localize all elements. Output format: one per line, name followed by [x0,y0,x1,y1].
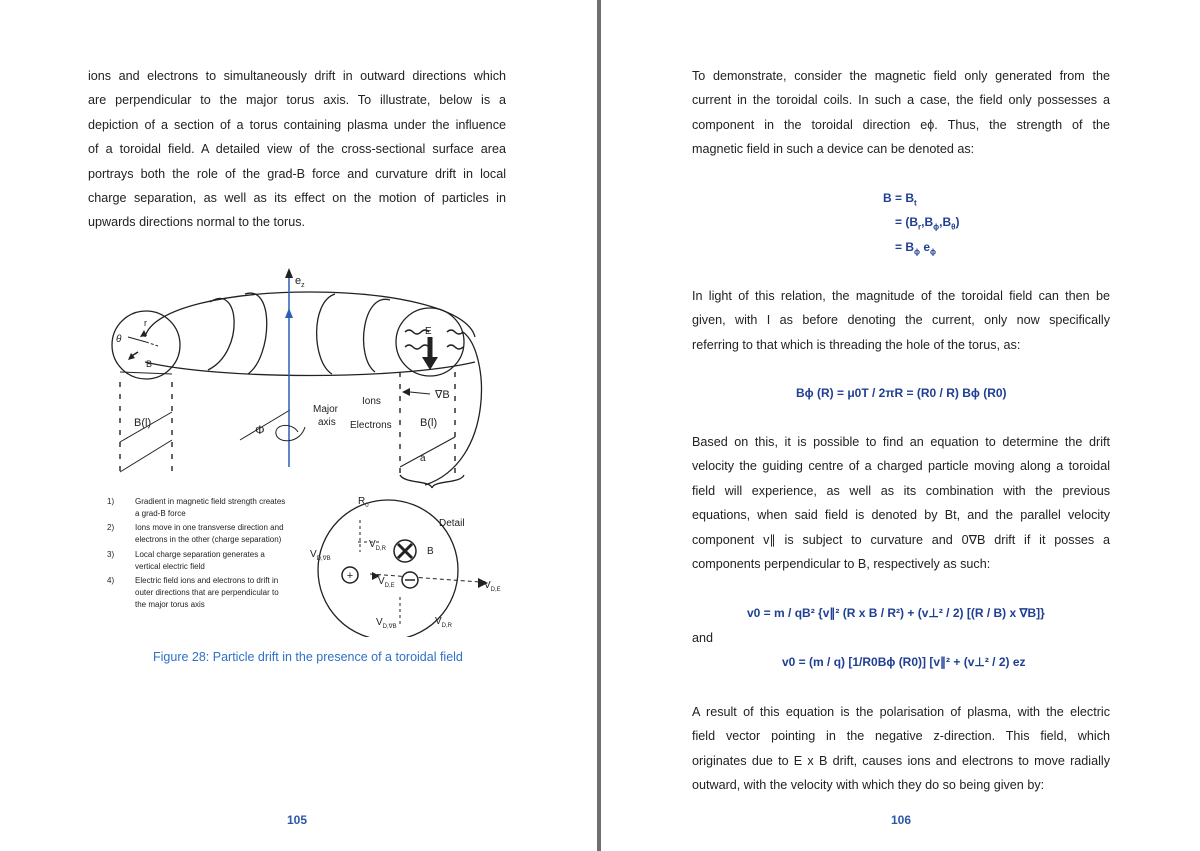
vde-label: $V_{D,E}$ [378,576,395,589]
ez-arrow-icon [285,268,293,278]
ions-label: Ions [362,396,381,407]
text-line: A result of this equation is the polarisation of plasma, with the electric [692,705,1110,719]
left-page [0,0,597,851]
svg-text:outer directions that are perp: outer directions that are perpendicular to [135,588,279,597]
svg-text:+: + [346,570,354,582]
text-line: velocity the guiding centre of a charged particle moving along a toroidal [692,459,1110,474]
particle-coils [405,330,463,349]
bl-left-label: B(l) [134,417,152,429]
svg-text:Gradient in magnetic field str: Gradient in magnetic field strength creates [135,497,286,506]
svg-text:Electric field ions and electr: Electric field ions and electrons to drift in [135,576,279,585]
b-label: B [146,359,153,369]
equation-b-line-1: $B = B_t$ [883,191,917,208]
svg-text:3): 3) [107,550,115,559]
text-line: In light of this relation, the magnitude of the toroidal field can then be [692,289,1110,303]
equation-drift-combined: v0 = (m / q) [1/R0Bϕ (R0)] [v∥² + (v⊥² / 2) ez [782,655,1026,669]
svg-text:a grad-B force: a grad-B force [135,509,186,518]
svg-text:Local charge separation genera: Local charge separation generates a [135,550,265,559]
page-number: 106 [891,813,912,827]
b-detail-label: B [427,546,434,557]
vdgradb-label: $V_{D,\nabla B}$ [310,549,331,562]
text-line: Based on this, it is possible to find an equation to determine the drift [692,435,1110,449]
equation-drift-velocity: v0 = m / qB² {v∥² (R x B / R²) + (v⊥² / 2) [(R / B) x ∇B]} [747,606,1045,620]
equation-b-line-3: = $B_\phi$ $e_\phi$ [895,240,937,257]
figure-notes [107,497,285,609]
svg-text:vertical electric field: vertical electric field [135,562,205,571]
equation-b-line-2: = $(B_r,B_\phi,B_\theta)$ [895,215,960,232]
coil-loop [208,298,234,370]
field-return-curve [425,332,481,485]
r-label: r [144,318,147,328]
svg-text:2): 2) [107,523,115,532]
right-paragraph-4 [692,700,1110,798]
r0-label: $R_0$ [358,496,369,509]
right-paragraph-3 [692,430,1110,576]
text-line: components perpendicular to B, respectively as such: [692,557,991,572]
bl-right-label: B(l) [420,417,438,429]
right-paragraph-2 [692,284,1110,357]
axis-arrow-icon [285,308,293,318]
text-line: equations, when said field is denoted by Bt, and the parallel velocity [692,508,1110,523]
bracket [400,475,464,488]
figure-caption: Figure 28: Particle drift in the presence of a toroidal field [153,650,463,664]
coil-loop [317,294,335,374]
text-line: originates due to E x B drift, causes ions and electrons to move radially [692,753,1110,768]
page-number: 105 [287,813,308,827]
vdgradb-bottom-label: $V_{D,\nabla B}$ [376,617,397,630]
torus-drift-figure [100,262,520,637]
major-axis-label-2: axis [318,417,336,428]
coil-loop [364,299,390,372]
phi-curl-icon [276,425,305,440]
text-line: are perpendicular to the major torus axis. To illustrate, below is a [88,93,506,108]
grad-b-arrow-icon [402,388,410,396]
torus-bottom-outline [145,362,475,376]
text-line: charge separation, as well as its effect on the motion of particles in [88,191,506,206]
text-line: ions and electrons to simultaneously drift in outward directions which [88,69,506,83]
text-line: component in the toroidal direction eϕ. Thus, the strength of the [692,117,1110,132]
vdr-label: $V_{D,R}$ [369,539,387,552]
text-line: current in the toroidal coils. In such a case, the field only possesses a [692,93,1110,108]
text-line: field vector pointing in the negative z-direction. This field, which [692,729,1110,744]
major-axis-label-1: Major [313,404,339,415]
equation-toroidal-field: Bϕ (R) = μ0T / 2πR = (R0 / R) Bϕ (R0) [796,386,1007,400]
right-paragraph-1 [692,64,1110,162]
text-line: magnetic field in such a device can be denoted as: [692,142,975,157]
text-line: component v∥ is subject to curvature and 0∇B drift if it posses a [692,532,1110,547]
e-field-label: E [425,326,432,337]
and-text: and [692,631,714,645]
svg-text:Ions move in one transverse di: Ions move in one transverse direction and [135,523,284,532]
a-label: a [420,453,426,464]
svg-text:4): 4) [107,576,115,585]
svg-text:electrons in the other (charge: electrons in the other (charge separation) [135,535,282,544]
text-line: field will experience, as well as its combination with the previous [692,483,1110,498]
phi-label: Φ [255,423,265,437]
detail-label: Detail [439,518,465,529]
vde-out-label: $V_{D,E}$ [484,580,501,593]
text-line: outward, with the velocity with which they do so being given by: [692,778,1045,793]
text-line: depiction of a section of a torus containing plasma under the influence [88,117,506,132]
text-line: given, with I as before denoting the current, only now specifically [692,313,1110,328]
left-paragraph [88,64,506,235]
vdr-bottom-label: $V_{D,R}$ [435,616,453,629]
e-field-arrow-icon [422,357,438,370]
svg-text:the major torus axis: the major torus axis [135,600,205,609]
text-line: upwards directions normal to the torus. [88,215,305,230]
text-line: To demonstrate, consider the magnetic field only generated from the [692,69,1110,83]
electrons-label: Electrons [350,420,392,431]
text-line: portrays both the role of the grad-B force and curvature drift in local [88,166,506,181]
grad-b-label: ∇B [435,389,450,401]
svg-text:1): 1) [107,497,115,506]
coil-loop [245,293,267,374]
theta-label: θ [116,334,122,345]
text-line: referring to that which is threading the hole of the torus, as: [692,337,1021,352]
text-line: of a toroidal field. A detailed view of the cross-sectional surface area [88,142,506,157]
ez-label: $e_z$ [295,275,305,289]
